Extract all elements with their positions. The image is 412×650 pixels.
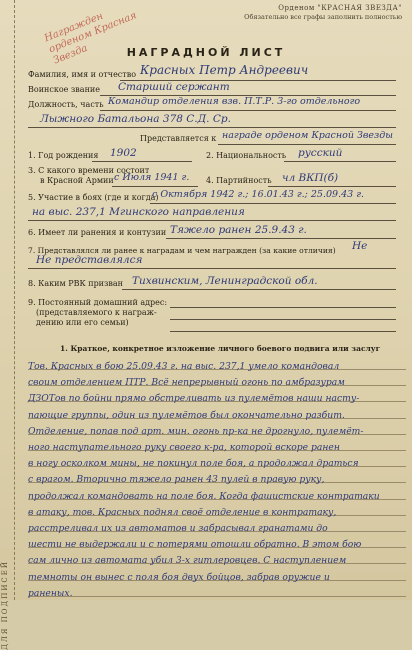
name-value: Красных Петр Андреевич (140, 63, 309, 77)
party-value: чл ВКП(б) (282, 172, 339, 184)
battles-value-1: с Октября 1942 г.; 16.01.43 г.; 25.09.43 г. (152, 189, 365, 200)
army-underline (112, 186, 198, 187)
address-underline-1 (170, 307, 396, 308)
prev-label: 7. Представлялся ли ранее к наградам и чем награжден (за какие отличия) (28, 246, 336, 255)
rank-value: Старший сержант (118, 81, 230, 93)
story-text: Тов. Красных в бою 25.09.43 г. на выс. 237,1 умело командовал (28, 361, 340, 372)
story-text: ного наступательного руку своего к-ра, которой вскоре ранен (28, 442, 340, 453)
birth-value: 1902 (110, 147, 137, 159)
story-text: шести не выдержали и с потерями отошли обратно. В этом бою (28, 539, 362, 551)
address-underline-2 (170, 319, 396, 320)
wounds-label: 6. Имеет ли ранения и контузии (28, 228, 167, 237)
presented-underline (218, 144, 396, 145)
rvk-label: 8. Каким РВК призван (28, 279, 123, 288)
address-label-1: 9. Постоянный домашний адрес: (28, 298, 168, 307)
story-line (28, 532, 406, 551)
presented-label: Представляется к (140, 134, 217, 143)
order-label: Орденом "КРАСНАЯ ЗВЕЗДА" (278, 4, 402, 12)
battles-label: 5. Участие в боях (где и когда) (28, 193, 159, 202)
story-line (28, 451, 406, 470)
battles-underline-2 (28, 220, 396, 221)
story-line (28, 581, 406, 597)
story-line (28, 370, 406, 389)
nation-underline (284, 161, 396, 162)
story-text: в атаку, тов. Красных поднял своё отделение в контратаку, (28, 506, 337, 518)
prev-value-a: Не (352, 240, 368, 252)
story-text: своим отделением ПТР. Всё непрерывный огонь по амбразурам (28, 377, 345, 389)
page-title: НАГРАДНОЙ ЛИСТ (126, 46, 286, 59)
rvk-underline (122, 289, 396, 290)
position-underline-1 (100, 110, 396, 111)
name-label: Фамилия, имя и отчество (28, 70, 137, 79)
army-label-2: в Красной Армии (40, 176, 114, 185)
position-underline-2 (28, 127, 396, 128)
position-value-2: Лыжного Батальона 378 С.Д. Ср. (40, 113, 231, 125)
address-label-2: (представляемого к награж- (36, 308, 157, 317)
side-label: ДЛЯ ПОДПИСЕЙ (1, 560, 9, 650)
story-line (28, 419, 406, 435)
presented-value: награде орденом Красной Звезды (222, 130, 393, 141)
army-value: с Июля 1941 г. (114, 172, 190, 183)
signature-strip (0, 0, 15, 650)
birth-label: 1. Год рождения (28, 151, 99, 160)
story-line (28, 565, 406, 581)
story-line (28, 435, 406, 451)
story-line (28, 516, 406, 532)
position-label: Должность, часть (28, 100, 104, 109)
prev-value: Не представлялся (36, 254, 143, 266)
story-line (28, 354, 406, 370)
fill-note: Обязательно все графы заполнить полностью (244, 13, 402, 21)
section-title: 1. Краткое, конкретное изложение личного боевого подвига или заслуг (60, 344, 381, 353)
story-text: пающие группы, один из пулемётов был окончательно разбит. (28, 409, 345, 421)
wounds-value: Тяжело ранен 25.9.43 г. (170, 224, 307, 236)
story-text: Отделение, попав под арт. мин. огонь пр-ка не дрогнуло, пулемёт- (28, 425, 364, 437)
header-note (244, 4, 402, 22)
story-text: продолжал командовать на поле боя. Когда фашистские контратаки (28, 490, 380, 502)
story-line (28, 403, 406, 419)
rank-label: Воинское звание (28, 85, 100, 94)
story-text: расстреливал их из автоматов и забрасывал гранатами до (28, 523, 328, 534)
story-text: ДЗОТов по бойни прямо обстреливать из пулемётов наши насту- (28, 393, 360, 405)
story-text: темноты он вынес с поля боя двух бойцов, забрав оружие и (28, 571, 330, 583)
address-label-3: дению или его семьи) (36, 318, 129, 327)
story-line (28, 500, 406, 516)
nation-label: 2. Национальность (206, 151, 287, 160)
rvk-value: Тихвинским, Ленинградской обл. (132, 275, 318, 287)
story-text: в ногу осколком мины, не покинул поле боя, а продолжал драться (28, 458, 359, 470)
story-text: раненых. (28, 587, 73, 599)
story-line (28, 386, 406, 405)
story-text: сам лично из автомата убил 3-х гитлеровцев. С наступлением (28, 555, 347, 567)
story-line (28, 484, 406, 500)
position-value-1: Командир отделения взв. П.Т.Р. 3-го отдельного (108, 96, 361, 107)
prev-underline (28, 268, 396, 269)
birth-underline (92, 161, 192, 162)
battles-value-2: на выс. 237,1 Мгинского направления (32, 206, 245, 218)
wounds-underline (166, 238, 396, 239)
award-stamp: Награжден орденом Красная Звезда (42, 10, 139, 67)
army-label-1: 3. С какого времени состоит (28, 166, 150, 175)
nation-value: русский (298, 147, 343, 159)
address-underline-3 (170, 331, 396, 332)
party-underline (268, 186, 396, 187)
story-line (28, 548, 406, 567)
battles-underline-1 (150, 203, 396, 204)
party-label: 4. Партийность (206, 176, 272, 185)
story-text: с врагом. Вторично тяжело ранен 43 пулей в правую руку, (28, 474, 325, 486)
story-line (28, 467, 406, 486)
